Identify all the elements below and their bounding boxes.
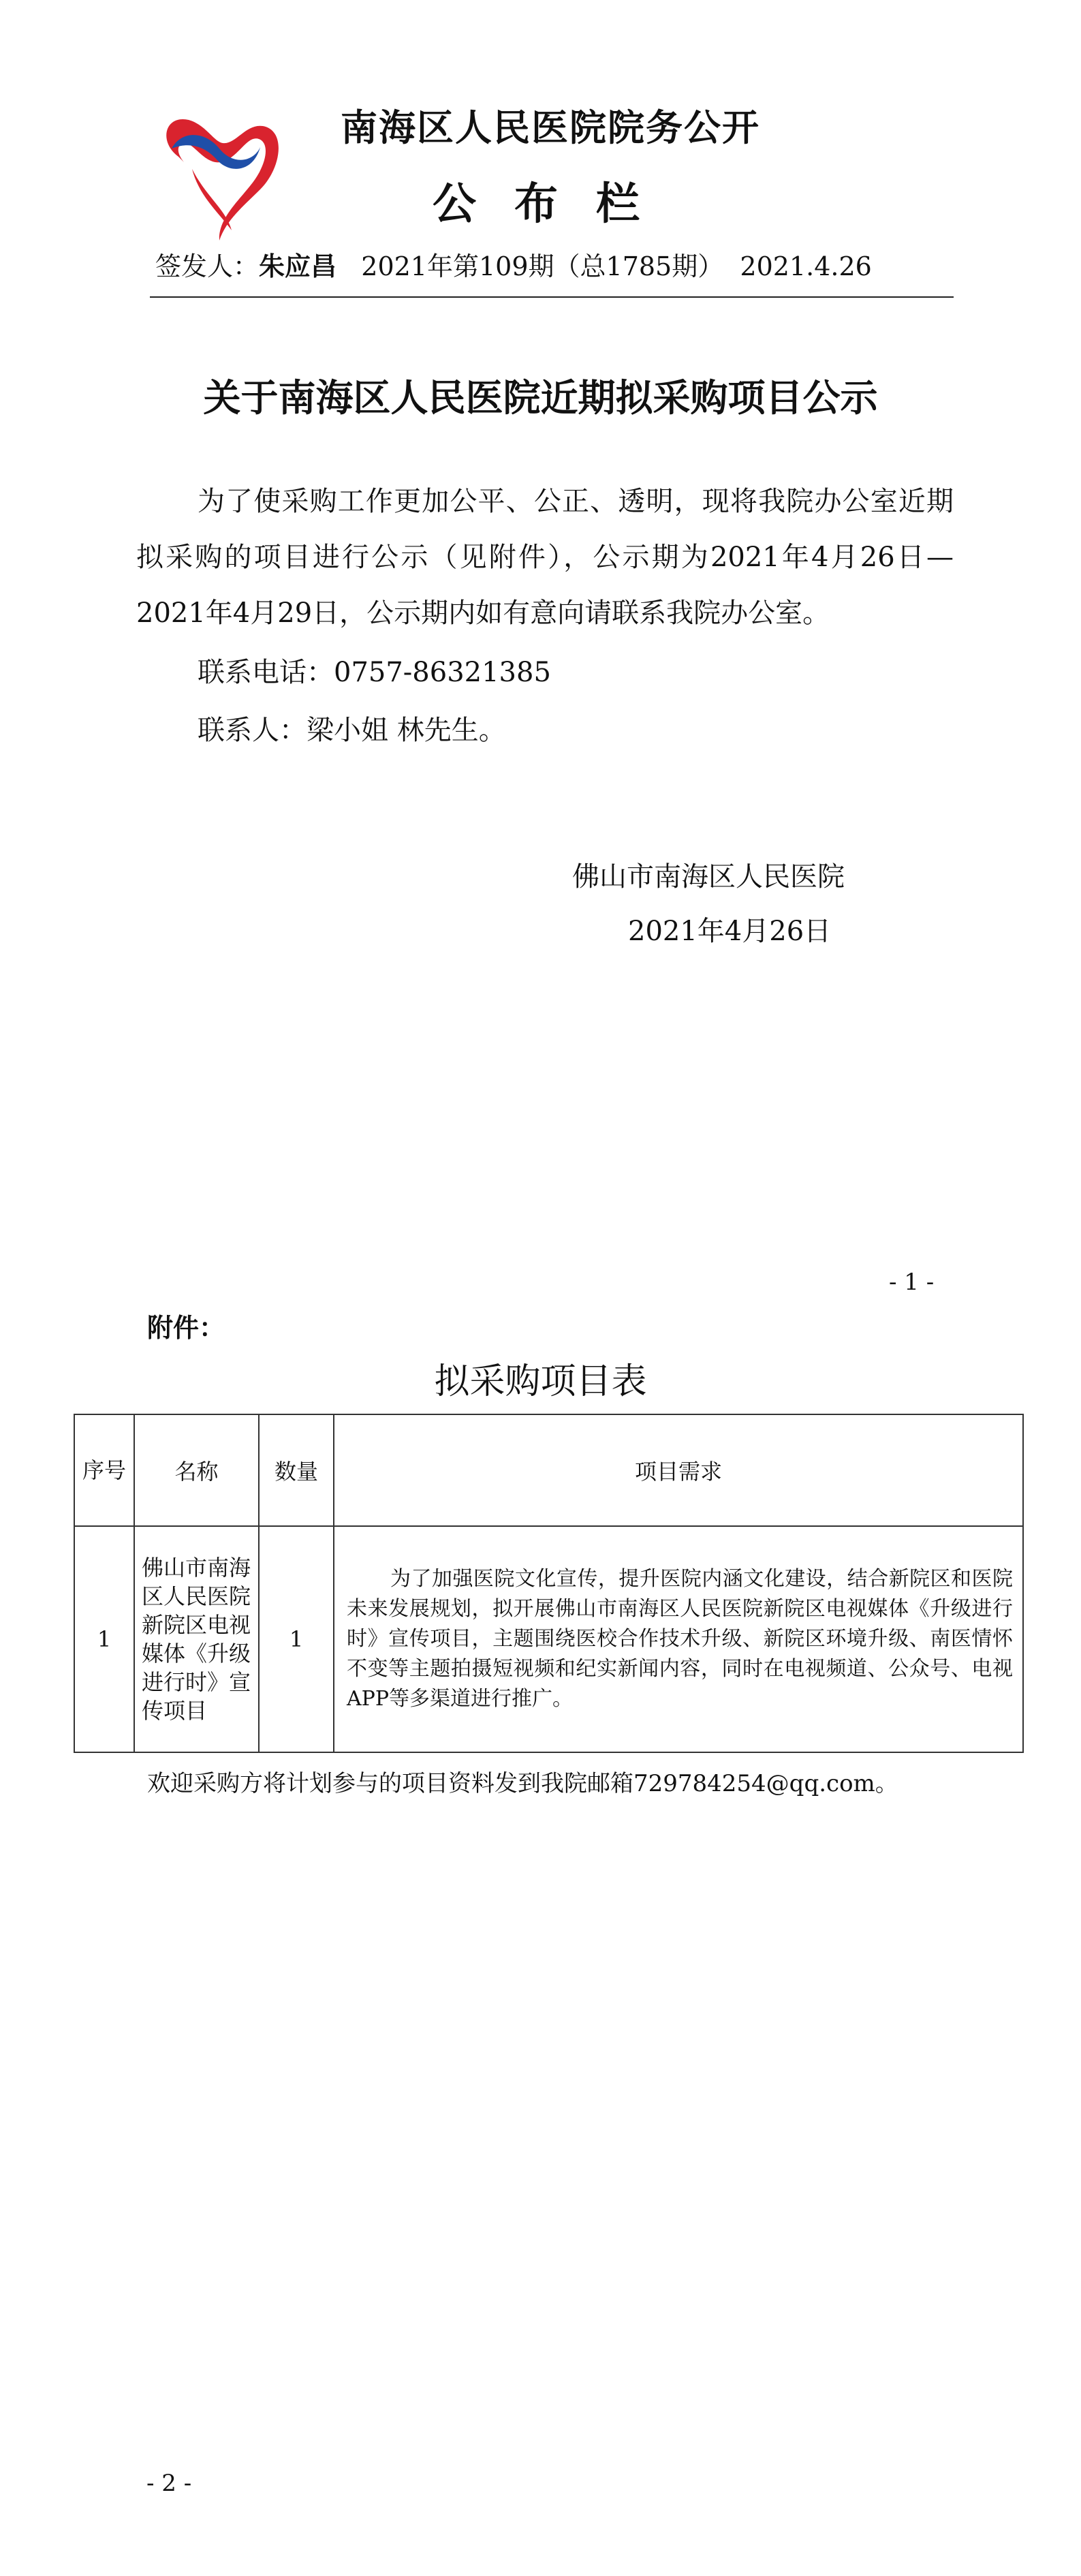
table-row bbox=[74, 1526, 1023, 1752]
col-header-qty: 数量 bbox=[259, 1414, 334, 1526]
footnote: 欢迎采购方将计划参与的项目资料发到我院邮箱729784254@qq.com。 bbox=[147, 1770, 898, 1797]
page-number: - 1 - bbox=[889, 1269, 935, 1296]
table-title: 拟采购项目表 bbox=[434, 1361, 647, 1402]
issue-info: 2021年第109期（总1785期） bbox=[361, 251, 724, 281]
notice-body-text: 为了使采购工作更加公平、公正、透明，现将我院办公室近期拟采购的项目进行公示（见附件），公示期为2021年4月26日—2021年4月29日，公示期内如有意向请联系我院办公室。 bbox=[136, 486, 954, 629]
notice-title: 关于南海区人民医院近期拟采购项目公示 bbox=[203, 375, 878, 420]
board-title: 公布栏 bbox=[433, 179, 678, 230]
issue-line bbox=[155, 245, 872, 283]
header-divider bbox=[150, 296, 954, 298]
cell-qty: 1 bbox=[259, 1526, 334, 1752]
notice-body bbox=[136, 474, 954, 641]
org-title: 南海区人民医院院务公开 bbox=[341, 106, 760, 149]
table-header-row bbox=[74, 1414, 1023, 1526]
page-number-2: - 2 - bbox=[146, 2470, 192, 2497]
signer-label: 签发人： bbox=[155, 251, 260, 281]
issue-date: 2021.4.26 bbox=[740, 251, 872, 281]
contact-person: 联系人：梁小姐 林先生。 bbox=[198, 715, 506, 746]
signer-name: 朱应昌 bbox=[259, 251, 337, 281]
procurement-table bbox=[74, 1414, 1024, 1753]
col-header-req: 项目需求 bbox=[334, 1414, 1023, 1526]
logo-red-tail bbox=[192, 169, 232, 230]
col-header-name: 名称 bbox=[134, 1414, 259, 1526]
cell-req bbox=[334, 1526, 1023, 1752]
col-header-seq: 序号 bbox=[74, 1414, 134, 1526]
signature-date: 2021年4月26日 bbox=[628, 916, 832, 947]
cell-name: 佛山市南海区人民医院新院区电视媒体《升级进行时》宣传项目 bbox=[134, 1526, 259, 1752]
hospital-logo bbox=[151, 94, 287, 244]
contact-phone: 联系电话：0757-86321385 bbox=[198, 657, 551, 688]
signature-org: 佛山市南海区人民医院 bbox=[572, 861, 845, 893]
cell-req-text: 为了加强医院文化宣传，提升医院内涵文化建设，结合新院区和医院未来发展规划，拟开展佛山市南海区人民医院新院区电视媒体《升级进行时》宣传项目，主题围绕医校合作技术升级、新院区环境升级、南医情怀不变等主题拍摄短视频和纪实新闻内容，同时在电视频道、公众号、电视APP等多渠道进行推广。 bbox=[347, 1567, 1013, 1711]
cell-seq: 1 bbox=[74, 1526, 134, 1752]
attachment-label: 附件： bbox=[147, 1313, 225, 1343]
